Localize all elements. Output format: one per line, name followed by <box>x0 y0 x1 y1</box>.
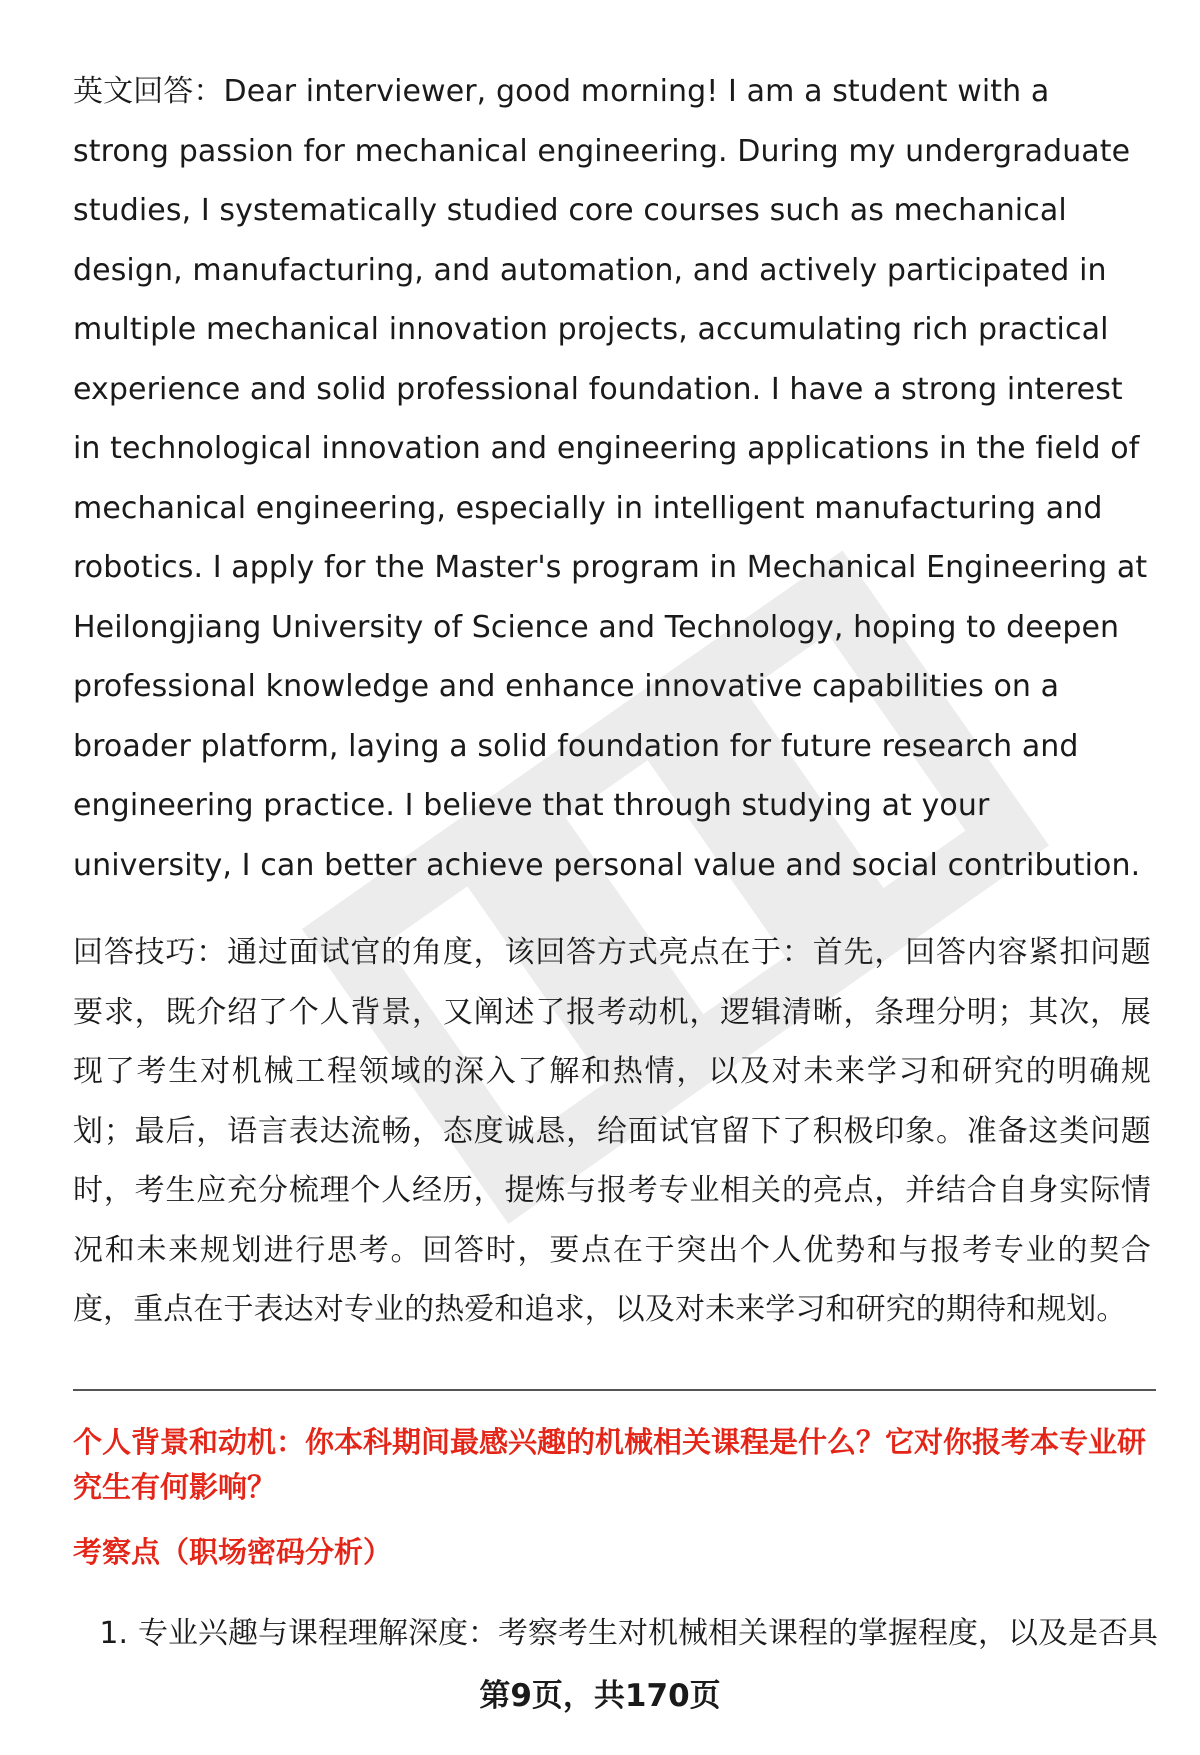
question-heading: 个人背景和动机：你本科期间最感兴趣的机械相关课程是什么？它对你报考本专业研究生有何影响？ <box>73 1425 1147 1504</box>
analysis-section-title: 考察点（职场密码分析） <box>73 1535 393 1569</box>
main-content <box>73 62 1151 1340</box>
section-divider <box>73 1389 1156 1391</box>
answer-tips-text: 通过面试官的角度，该回答方式亮点在于：首先，回答内容紧扣问题要求，既介绍了个人背景，又阐述了报考动机，逻辑清晰，条理分明；其次，展现了考生对机械工程领域的深入了解和热情，以及对未来学习和研究的明确规划；最后，语言表达流畅，态度诚恳，给面试官留下了积极印象。准备这类问题时，考生应充分梳理个人经历，提炼与报考专业相关的亮点，并结合自身实际情况和未来规划进行思考。回答时，要点在于突出个人优势和与报考专业的契合度，重点在于表达对专业的热爱和追求，以及对未来学习和研究的期待和规划。 <box>73 935 1152 1327</box>
english-answer <box>73 62 1151 895</box>
list-item-text: 专业兴趣与课程理解深度：考察考生对机械相关课程的掌握程度，以及是否具 <box>138 1616 1158 1651</box>
page-footer: 第9页，共170页 <box>479 1678 721 1714</box>
answer-tips-label: 回答技巧： <box>73 935 228 970</box>
list-item <box>73 1610 1163 1658</box>
list-item-number: 1. <box>99 1616 128 1651</box>
english-answer-text: Dear interviewer, good morning! I am a student with a strong passion for mechanical engineering. During my undergraduate studies, I systematically studied core courses such as mechanical design, manufacturing, and automation, and actively participated in multiple mechanical innovation projects, accumulating rich practical experience and solid professional foundation. I have a strong interest in technological innovation and engineering applications in the field of mechanical engineering, especially in intelligent manufacturing and robotics. I apply for the Master's program in Mechanical Engineering at Heilongjiang University of Science and Technology, hoping to deepen professional knowledge and enhance innovative capabilities on a broader platform, laying a solid foundation for future research and engineering practice. I believe that through studying at your university, I can better achieve personal value and social contribution. <box>73 74 1148 883</box>
english-answer-label: 英文回答： <box>73 74 224 109</box>
answer-tips <box>73 923 1151 1340</box>
